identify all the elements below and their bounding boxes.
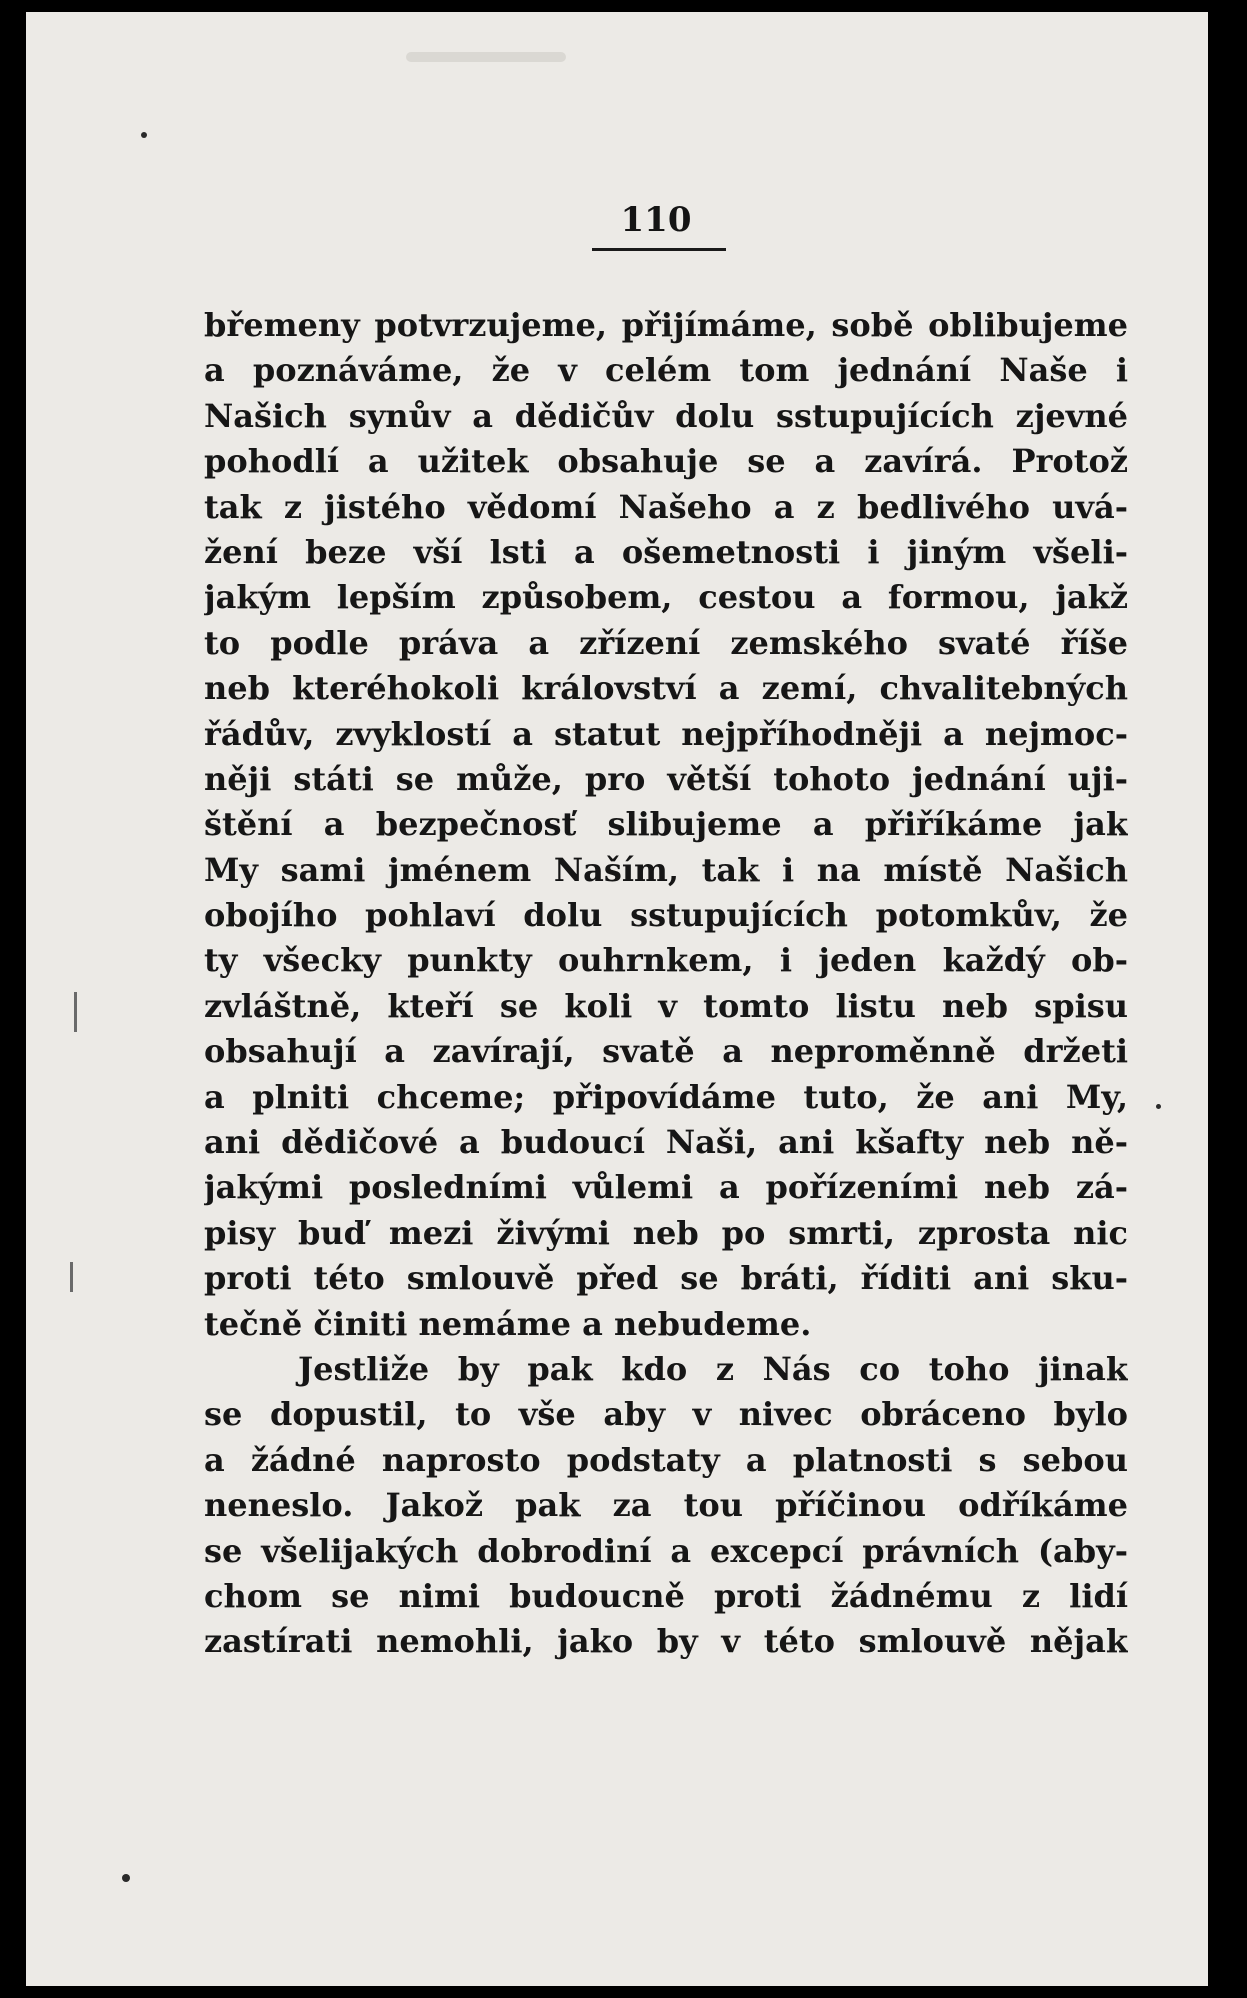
text-line: Našich synův a dědičův dolu sstupujících zjevné [204,396,1128,435]
text-line: neb kteréhokoli království a zemí, chvalitebných [204,669,1128,708]
scan-speck [1156,1104,1161,1109]
text-line: tak z jistého vědomí Našeho a z bedlivého uvá- [204,487,1128,526]
scan-edge-mark [70,1262,73,1292]
text-line: žení beze vší lsti a ošemetnosti i jiným všeli- [204,532,1128,571]
text-line: zvláštně, kteří se koli v tomto listu neb spisu [204,986,1128,1025]
text-line: břemeny potvrzujeme, přijímáme, sobě oblibujeme [204,306,1128,344]
text-line: to podle práva a zřízení zemského svaté říše [204,623,1128,662]
page-number-underline [592,248,726,251]
text-line: proti této smlouvě před se bráti, říditi ani sku- [204,1259,1128,1298]
text-line: štění a bezpečnosť slibujeme a přiříkáme jak [204,805,1128,844]
top-smudge [406,52,566,62]
text-line: chom se nimi budoucně proti žádnému z lidí [204,1576,1128,1615]
text-line: pohodlí a užitek obsahuje se a zavírá. Protož [204,442,1128,481]
text-line: se všelijakých dobrodiní a excepcí právních (aby- [204,1531,1128,1570]
scan-speck [122,1874,130,1882]
text-line: řádův, zvyklostí a statut nejpříhodněji a nejmoc- [204,714,1128,753]
text-line: jakými posledními vůlemi a pořízeními neb zá- [204,1168,1128,1207]
text-line: neneslo. Jakož pak za tou příčinou odříkáme [204,1486,1128,1525]
text-line: pisy buď mezi živými neb po smrti, zprosta nic [204,1213,1128,1252]
text-line: zastírati nemohli, jako by v této smlouvě nějak [204,1622,1128,1661]
text-line: a žádné naprosto podstaty a platnosti s sebou [204,1440,1128,1479]
text-line: tečně činiti nemáme a nebudeme. [204,1304,812,1343]
text-line: něji státi se může, pro větší tohoto jednání uji- [204,759,1128,798]
page-number: 110 [620,200,692,240]
text-line: a plniti chceme; připovídáme tuto, že ani My, [204,1077,1128,1116]
scan-edge-mark [74,992,77,1032]
text-line: My sami jménem Naším, tak i na místě Našich [204,850,1128,889]
text-line: a poznáváme, že v celém tom jednání Naše i [204,351,1128,390]
text-line: ani dědičové a budoucí Naši, ani kšafty neb ně- [204,1123,1128,1162]
text-line: Jestliže by pak kdo z Nás co toho jinak [298,1349,1128,1388]
body-text [204,303,1128,1665]
text-line: jakým lepším způsobem, cestou a formou, jakž [204,578,1128,617]
text-line: se dopustil, to vše aby v nivec obráceno bylo [204,1395,1128,1434]
scan-speck [141,132,147,138]
text-line: obojího pohlaví dolu sstupujících potomkův, že [204,896,1128,935]
text-line: obsahují a zavírají, svatě a neproměnně držeti [204,1032,1128,1071]
text-line: ty všecky punkty ouhrnkem, i jeden každý ob- [204,941,1128,980]
book-page [26,12,1208,1986]
